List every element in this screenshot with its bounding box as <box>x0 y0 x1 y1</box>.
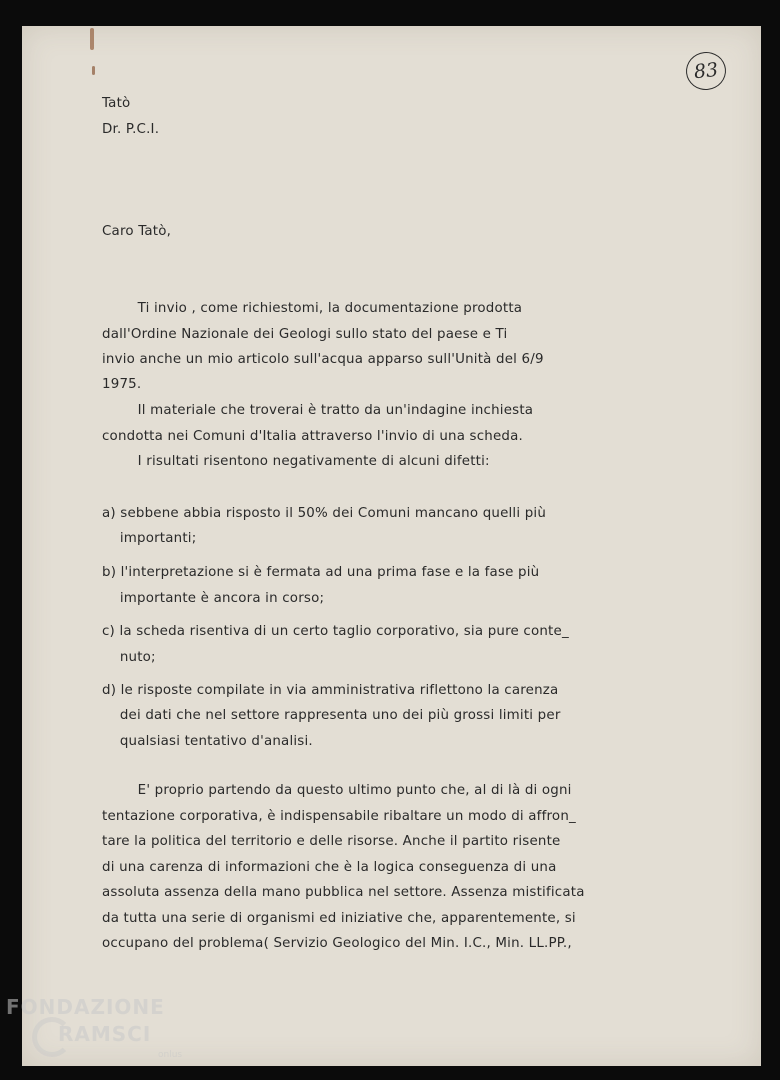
body-line: Ti invio , come richiestomi, la documentazione prodotta <box>102 301 523 316</box>
list-item-b: b) l'interpretazione si è fermata ad una prima fase e la fase più <box>102 565 540 580</box>
list-item-d-cont: dei dati che nel settore rappresenta uno dei più grossi limiti per <box>102 708 561 723</box>
body-line: dall'Ordine Nazionale dei Geologi sullo stato del paese e Ti <box>102 327 508 342</box>
watermark-line1: FONDAZIONE <box>6 995 165 1019</box>
list-item-c: c) la scheda risentiva di un certo taglio corporativo, sia pure conte_ <box>102 624 569 639</box>
recipient-name: Tatò <box>102 96 131 111</box>
body-line: da tutta una serie di organismi ed iniziative che, apparentemente, si <box>102 911 576 926</box>
paper-mark <box>92 66 95 75</box>
page-number-stamp: 83 <box>684 50 728 92</box>
list-item-c-cont: nuto; <box>102 650 156 665</box>
body-line: tare la politica del territorio e delle risorse. Anche il partito risente <box>102 834 561 849</box>
body-line: I risultati risentono negativamente di alcuni difetti: <box>102 454 490 469</box>
body-line: tentazione corporativa, è indispensabile ribaltare un modo di affron_ <box>102 809 576 824</box>
paper-mark <box>90 28 94 50</box>
list-item-d: d) le risposte compilate in via amministrativa riflettono la carenza <box>102 683 559 698</box>
document-page <box>22 26 761 1066</box>
body-line: 1975. <box>102 377 142 392</box>
list-item-a-cont: importanti; <box>102 531 197 546</box>
body-line: condotta nei Comuni d'Italia attraverso l'invio di una scheda. <box>102 429 523 444</box>
body-line: assoluta assenza della mano pubblica nel settore. Assenza mistificata <box>102 885 585 900</box>
salutation: Caro Tatò, <box>102 224 172 239</box>
body-line: occupano del problema( Servizio Geologico del Min. I.C., Min. LL.PP., <box>102 936 572 951</box>
body-line: di una carenza di informazioni che è la logica conseguenza di una <box>102 860 557 875</box>
body-line: E' proprio partendo da questo ultimo punto che, al di là di ogni <box>102 783 572 798</box>
watermark-line2: RAMSCI <box>58 1022 152 1046</box>
list-item-a: a) sebbene abbia risposto il 50% dei Comuni mancano quelli più <box>102 506 547 521</box>
body-line: Il materiale che troverai è tratto da un'indagine inchiesta <box>102 403 534 418</box>
list-item-b-cont: importante è ancora in corso; <box>102 591 325 606</box>
recipient-org: Dr. P.C.I. <box>102 122 160 137</box>
watermark-line3: onlus <box>158 1050 183 1060</box>
list-item-d-cont: qualsiasi tentativo d'analisi. <box>102 734 313 749</box>
body-line: invio anche un mio articolo sull'acqua apparso sull'Unità del 6/9 <box>102 352 544 367</box>
